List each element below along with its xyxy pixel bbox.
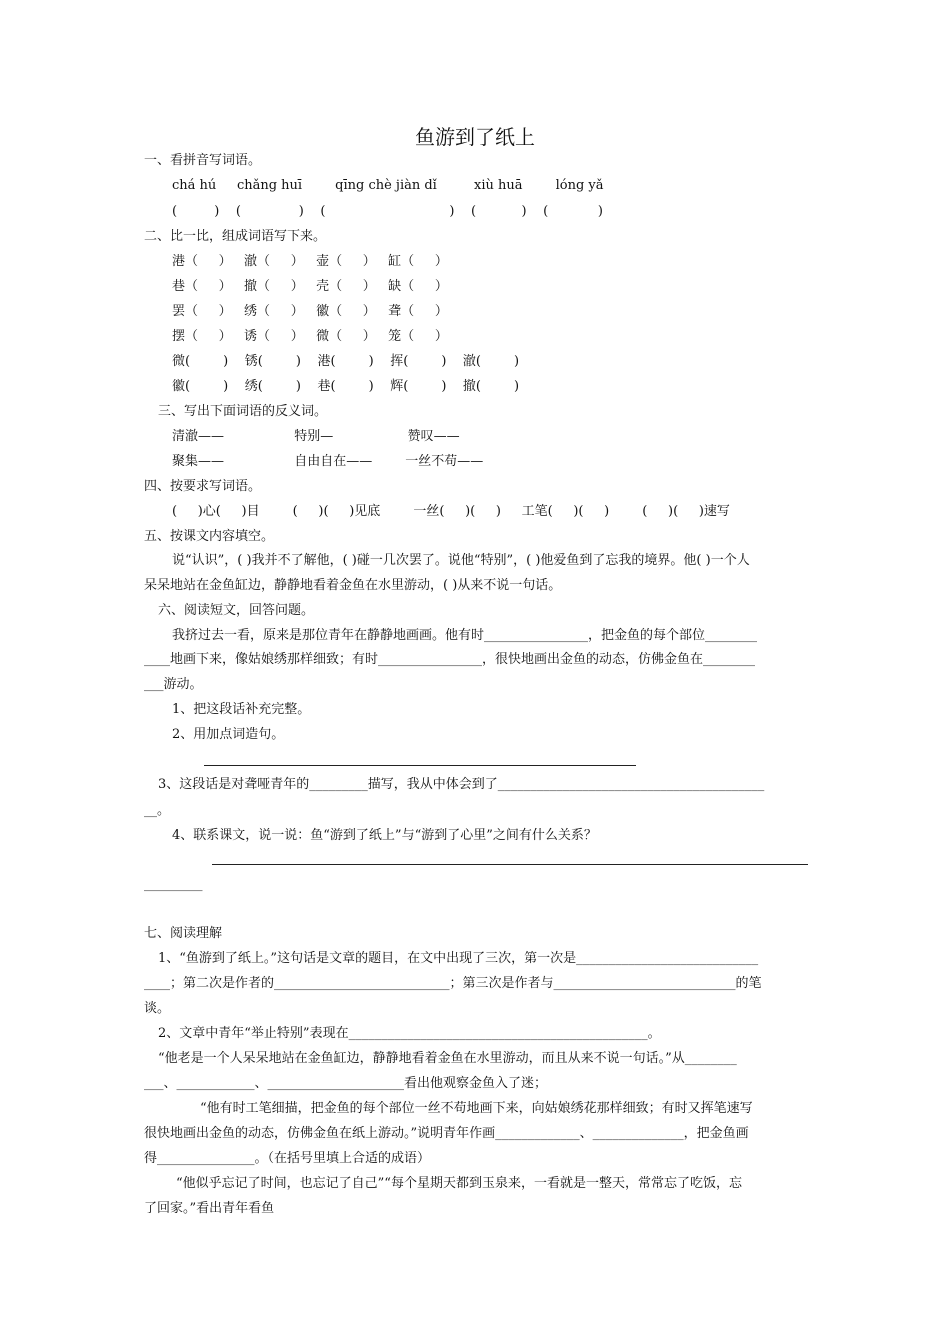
section-5-heading: 五、按课文内容填空。: [144, 529, 275, 544]
passage-line-1: 我挤过去一看，原来是那位青年在静静地画画。他有时________________，把金鱼的每个部位________: [172, 628, 758, 643]
antonym-row-1: 清澈—— 特别— 赞叹——: [172, 429, 460, 444]
section-1-heading: 一、看拼音写词语。: [144, 153, 262, 168]
reading-quote-1-cont: ___、____________、_____________________看出他观察金鱼入了迷；: [144, 1076, 548, 1091]
reading-quote-2-end: 得_______________。（在括号里填上合适的成语）: [144, 1151, 431, 1166]
passage-line-3: ___游动。: [144, 677, 203, 692]
compare-row-2: 巷（ ） 撤（ ） 壳（ ） 缺（ ）: [172, 279, 448, 294]
section-4-heading: 四、按要求写词语。: [144, 479, 262, 494]
compare-row-5: 微( ) 锈( ) 港( ) 挥( ) 澈( ): [172, 354, 520, 369]
compare-row-1: 港（ ） 澈（ ） 壶（ ） 缸（ ）: [172, 254, 448, 269]
pinyin-answer-brackets: ( ) ( ) ( ) ( ) ( ): [172, 204, 603, 219]
fill-text-line-2: 呆呆地站在金鱼缸边，静静地看着金鱼在水里游动，( )从来不说一句话。: [144, 578, 562, 593]
section-3-heading: 三、写出下面词语的反义词。: [158, 404, 328, 419]
reading-q1-line-3: 谈。: [144, 1001, 171, 1016]
answer-line-relation: [212, 864, 808, 865]
answer-line-sentence: [204, 765, 636, 766]
section-2-heading: 二、比一比，组成词语写下来。: [144, 229, 327, 244]
answer-line-relation-cont: _________: [144, 877, 203, 892]
question-6-1: 1、把这段话补充完整。: [172, 702, 311, 717]
compare-row-6: 徽( ) 绣( ) 巷( ) 辉( ) 撤( ): [172, 379, 520, 394]
reading-quote-2-cont: 很快地画出金鱼的动态，仿佛金鱼在纸上游动。”说明青年作画_____________、______________，把金鱼画: [144, 1126, 749, 1141]
reading-quote-1: “他老是一个人呆呆地站在金鱼缸边，静静地看着金鱼在水里游动，而且从来不说一句话。”从________: [158, 1051, 737, 1066]
reading-q1-line-1: 1、“鱼游到了纸上。”这句话是文章的题目，在文中出现了三次，第一次是____________________________: [158, 951, 759, 966]
passage-line-2: ____地画下来，像姑娘绣那样细致；有时________________，很快地画出金鱼的动态，仿佛金鱼在________: [144, 652, 756, 667]
section-6-heading: 六、阅读短文，回答问题。: [158, 603, 315, 618]
question-6-3: 3、这段话是对聋哑青年的_________描写，我从中体会到了_________________________________________: [158, 777, 765, 792]
section-7-heading: 七、阅读理解: [144, 926, 223, 941]
reading-quote-2: “他有时工笔细描，把金鱼的每个部位一丝不苟地画下来，向姑娘绣花那样细致；有时又挥笔速写: [200, 1101, 753, 1116]
reading-q1-line-2: ____；第二次是作者的___________________________；第三次是作者与____________________________的笔: [144, 976, 762, 991]
word-fill-row: ( )心( )目 ( )( )见底 一丝( )( ) 工笔( )( ) ( )( )速写: [172, 504, 730, 519]
page-title: 鱼游到了纸上: [415, 125, 535, 149]
fill-text-line-1: 说“认识”，( )我并不了解他，( )碰一几次罢了。说他“特别”，( )他爱鱼到了忘我的境界。他( )一个人: [172, 553, 750, 568]
reading-quote-3: “他似乎忘记了时间，也忘记了自己”“每个星期天都到玉泉来，一看就是一整天，常常忘了吃饭，忘: [176, 1176, 742, 1191]
compare-row-3: 罢（ ） 绣（ ） 徽（ ） 聋（ ）: [172, 304, 448, 319]
compare-row-4: 摆（ ） 诱（ ） 微（ ） 笼（ ）: [172, 329, 448, 344]
reading-quote-3-cont: 了回家。”看出青年看鱼: [144, 1201, 275, 1216]
question-6-3-cont: __。: [144, 803, 171, 818]
reading-q2: 2、文章中青年“举止特别”表现在______________________________________________。: [158, 1026, 661, 1041]
pinyin-row: chá hú chǎng huī qīng chè jiàn dǐ xiù huā lóng yǎ: [172, 178, 604, 193]
question-6-2: 2、用加点词造句。: [172, 727, 285, 742]
question-6-4: 4、联系课文，说一说：鱼“游到了纸上”与“游到了心里”之间有什么关系？: [172, 828, 597, 843]
antonym-row-2: 聚集—— 自由自在—— 一丝不苟——: [172, 454, 484, 469]
